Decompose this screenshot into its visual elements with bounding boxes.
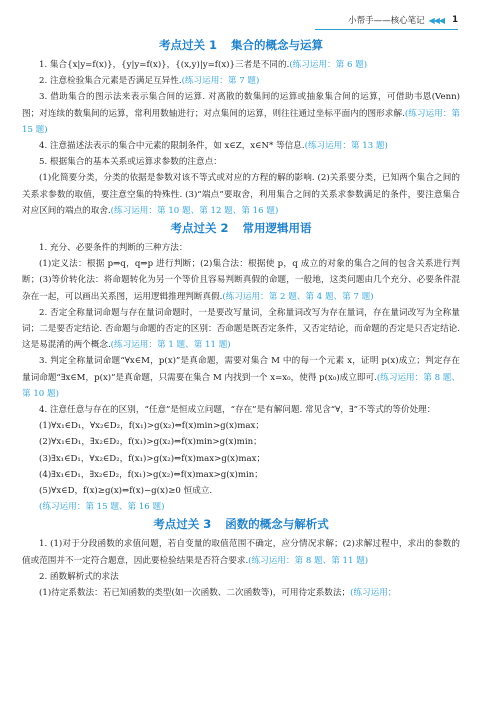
paragraph: (1)待定系数法：若已知函数的类型(如一次函数、二次函数等)，可用待定系数法；(练习运用； — [39, 588, 397, 599]
arrows-icon: ◀◀◀ — [428, 15, 445, 25]
paragraph: 2. 函数解析式的求法 — [39, 571, 119, 582]
section-number: 考点过关 3 — [153, 517, 212, 532]
practice-ref: (练习运用：第 15 题) — [22, 108, 460, 135]
practice-ref: (练习运用：第 2 题、第 4 题、第 7 题) — [222, 291, 374, 302]
section-number: 考点过关 1 — [158, 38, 217, 52]
practice-ref: (练习运用：第 8 题、第 11 题) — [248, 555, 369, 566]
paragraph: 3. 借助集合的图示法来表示集合间的运算. 对离散的数集间的运算或抽象集合间的运算，可借助韦恩(Venn)图；对连续的数集间的运算，常利用数轴进行；对点集间的运算，则往往通过坐标平面内的图形求解.(练习运用：第 15 题) — [22, 92, 460, 135]
header-rule — [315, 29, 458, 30]
practice-ref: (练习运用：第 6 题) — [289, 60, 368, 70]
formula-line: (2)∀x₁∈D₁，∃x₂∈D₂，f(x₁)>g(x₂)⇔f(x)min>g(x)min； — [39, 437, 262, 448]
practice-ref: (练习运用：第 10 题、第 12 题、第 16 题) — [110, 205, 279, 216]
header-title: 小帮手——核心笔记 — [348, 16, 425, 26]
paragraph: 4. 注意任意与存在的区别，“任意”是恒成立问题，“存在”是有解问题. 常见含“∀，∃”不等式的等价处理： — [39, 405, 436, 416]
practice-ref: (练习运用：第 15 题、第 16 题) — [39, 502, 165, 513]
section-name: 集合的概念与运算 — [231, 38, 323, 52]
section-title-3 — [22, 516, 460, 533]
section-title-1 — [22, 37, 460, 54]
page-number: 1 — [452, 15, 458, 25]
formula-line: (4)∃x₁∈D₁，∃x₂∈D₂，f(x₁)>g(x₂)⇔f(x)max>g(x)min； — [39, 469, 263, 480]
formula-line: (3)∃x₁∈D₁，∀x₂∈D₂，f(x₁)>g(x₂)⇔f(x)max>g(x)max； — [39, 453, 266, 464]
practice-ref: (练习运用：第 8 题、第 10 题) — [22, 372, 460, 399]
page-header — [348, 14, 458, 26]
section-number: 考点过关 2 — [170, 221, 229, 236]
paragraph: (1)定义法：根据 p⇒q，q⇒p 进行判断；(2)集合法：根据使 p，q 成立的对象的集合之间的包含关系进行判断；(3)等价转化法：将命题转化为另一个等价且容易判断真假的命题，一般地，这类问题由几个充分、必要条件混杂在一起，可以画出关系图，运用逻辑推理判断真假.(练习运用：第 2 题、第 4 题、第 7 题) — [22, 259, 460, 302]
paragraph: 5. 根据集合的基本关系或运算求参数的注意点： — [39, 157, 222, 168]
paragraph: 1. (1)对于分段函数的求值问题，若自变量的取值范围不确定，应分情况求解；(2)求解过程中，求出的参数的值或范围并不一定符合题意，因此要检验结果是否符合要求.(练习运用：第 8 题、第 11 题) — [22, 539, 460, 566]
practice-ref: (练习运用； — [350, 588, 397, 599]
formula-line: (1)∀x₁∈D₁，∀x₂∈D₂，f(x₁)>g(x₂)⇔f(x)min>g(x)max； — [39, 421, 264, 432]
paragraph: (1)化简要分类，分类的依据是参数对该不等式或对应的方程的解的影响. (2)关系要分类，已知两个集合之间的关系求参数的取值，要注意空集的特殊性. (3)“端点”要取舍，利用集合之间的关系求参数满足的条件，要注意集合对应区间的端点的取舍.(练习运用：第 10 题、第 12 题、第 16 题) — [22, 173, 460, 216]
paragraph: 2. 否定全称量词命题与存在量词命题时，一是要改写量词，全称量词改写为存在量词，存在量词改写为全称量词；二是要否定结论. 否命题与命题的否定的区别：否命题是既否定条件，又否定结论，而命题的否定是只否定结论. 这是易混淆的两个概念.(练习运用：第 1 题、第 11 题) — [22, 307, 460, 351]
page-content — [22, 36, 460, 601]
paragraph: 1. 集合{x|y=f(x)}，{y|y=f(x)}，{(x,y)|y=f(x)}三者是不同的.(练习运用：第 6 题) — [39, 60, 368, 70]
practice-ref: (练习运用：第 1 题、第 11 题) — [110, 340, 231, 351]
section-name: 函数的概念与解析式 — [225, 517, 329, 532]
paragraph: 1. 充分、必要条件的判断的三种方法： — [39, 243, 188, 254]
paragraph: 2. 注意检验集合元素是否满足互异性.(练习运用：第 7 题) — [39, 76, 260, 87]
practice-ref: (练习运用：第 13 题) — [304, 141, 388, 152]
practice-ref: (练习运用：第 7 题) — [181, 76, 260, 87]
section-title-2 — [22, 220, 460, 237]
paragraph: 4. 注意描述法表示的集合中元素的限制条件，如 x∈Z，x∈N* 等信息.(练习运用：第 13 题) — [39, 141, 388, 152]
section-name: 常用逻辑用语 — [242, 221, 312, 236]
paragraph: 3. 判定全称量词命题“∀x∈M，p(x)”是真命题，需要对集合 M 中的每一个元素 x，证明 p(x)成立；判定存在量词命题“∃x∈M，p(x)”是真命题，只需要在集合 M 内找到一个 x=x₀，使得 p(x₀)成立即可.(练习运用：第 8 题、第 10 题) — [22, 356, 460, 399]
formula-line: (5)∀x∈D，f(x)≥g(x)⇔f(x)−g(x)≥0 恒成立. — [39, 486, 213, 497]
